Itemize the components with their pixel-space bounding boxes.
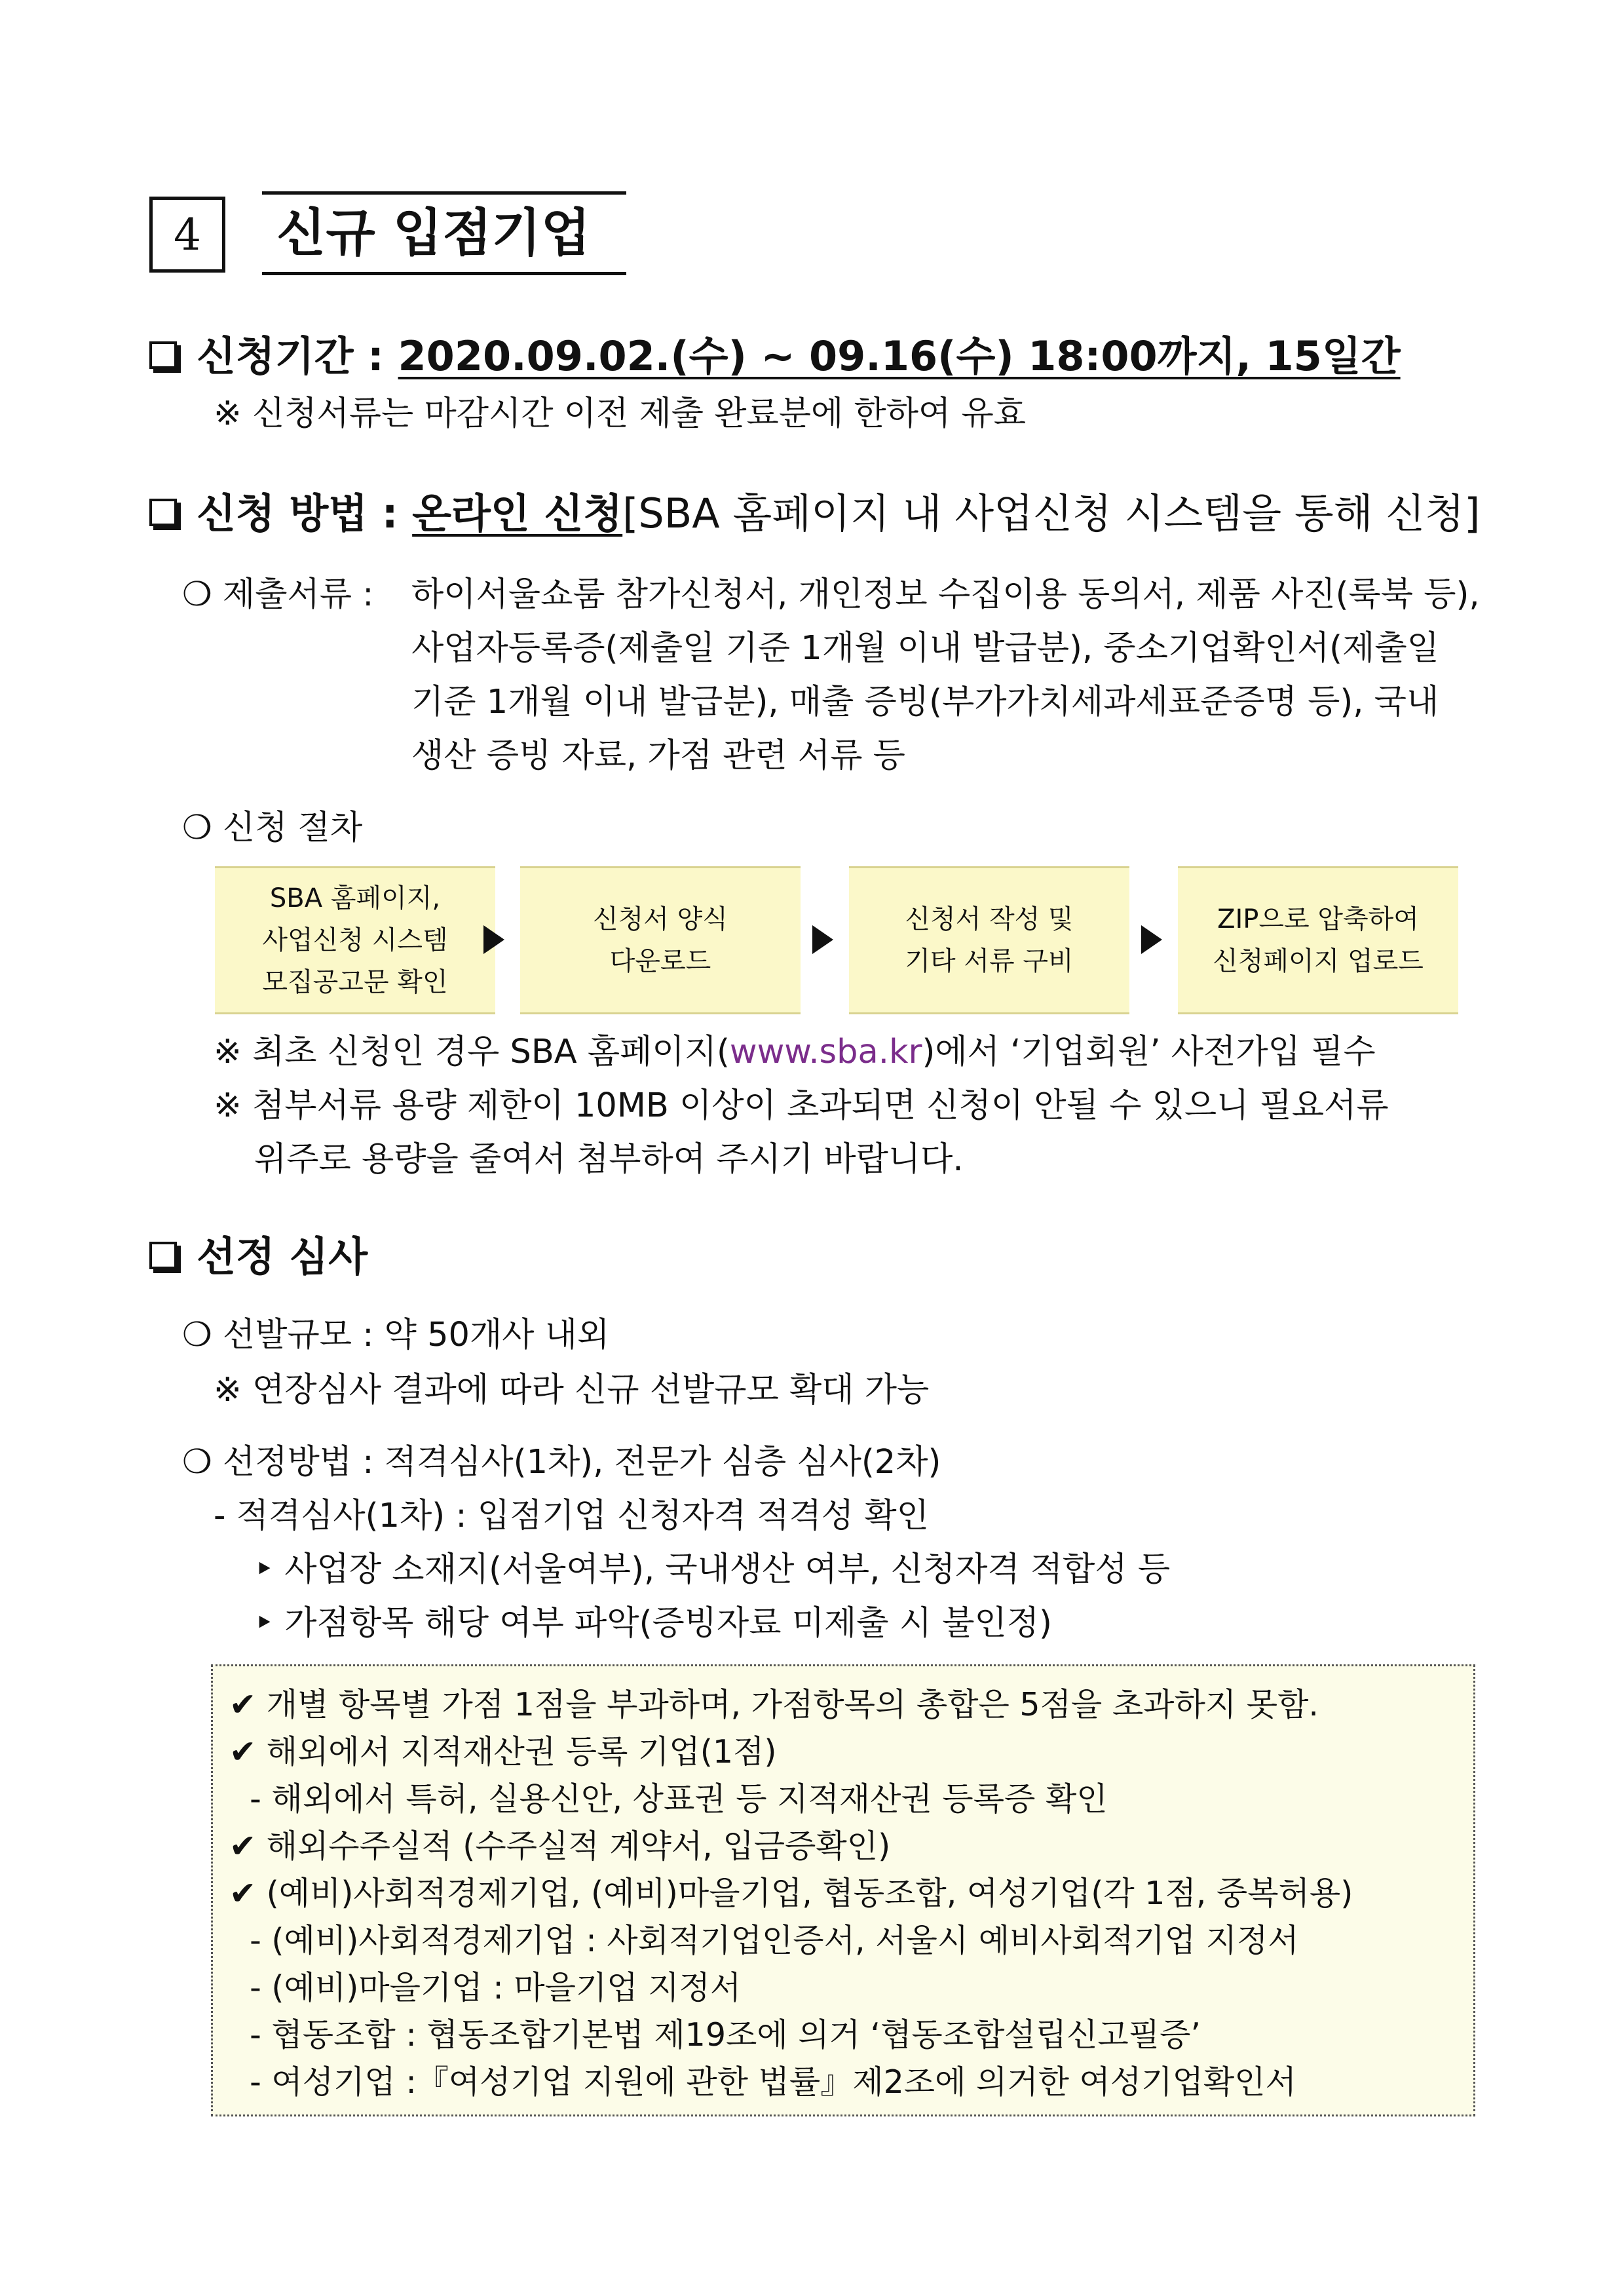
bonus-line: ✔ 해외에서 지적재산권 등록 기업(1점) [229,1733,777,1770]
arrow-right-icon [812,925,833,954]
method-heading [149,489,1480,539]
flow-step-3-line: 기타 서류 구비 [905,946,1074,976]
flow-step-1-line: SBA 홈페이지, [269,883,441,913]
filesize-note-line-1: ※ 첨부서류 용량 제한이 10MB 이상이 초과되면 신청이 안될 수 있으니 필요서류 [214,1086,1389,1125]
flow-step-3-line: 신청서 작성 및 [905,904,1074,934]
flow-step-4-line: ZIP으로 압축하여 [1217,904,1419,934]
flow-step-1 [215,866,495,1014]
section-number: 4 [149,197,225,273]
selection-method: ❍ 선정방법 : 적격심사(1차), 전문가 심층 심사(2차) [182,1443,941,1482]
bonus-line: ✔ 개별 항목별 가점 1점을 부과하며, 가점항목의 총합은 5점을 초과하지 못함. [229,1686,1319,1723]
flow-step-2-line: 신청서 양식 [593,904,728,934]
selection-label: 선정 심사 [197,1233,368,1280]
bonus-line: - (예비)사회적경제기업 : 사회적기업인증서, 서울시 예비사회적기업 지정서 [229,1922,1299,1959]
section-title: 신규 입점기업 [262,191,626,275]
flow-step-2-line: 다운로드 [609,946,711,976]
method-detail: [SBA 홈페이지 내 사업신청 시스템을 통해 신청] [622,489,1481,537]
flow-step-4 [1178,866,1458,1014]
flow-step-2 [520,866,801,1014]
period-note: ※ 신청서류는 마감시간 이전 제출 완료분에 한하여 유효 [214,394,1027,433]
signup-note-text-end: )에서 ‘기업회원’ 사전가입 필수 [922,1033,1376,1071]
selection-bullet-1: ‣ 사업장 소재지(서울여부), 국내생산 여부, 신청자격 적합성 등 [254,1550,1171,1589]
bonus-line: ✔ 해외수주실적 (수주실적 계약서, 입금증확인) [229,1827,891,1865]
sba-link[interactable]: www.sba.kr [729,1033,922,1071]
checkbox-square-icon [149,1242,177,1269]
flow-step-4-line: 신청페이지 업로드 [1213,946,1424,976]
period-value: 2020.09.02.(수) ~ 09.16(수) 18:00까지, 15일간 [398,332,1401,380]
bonus-line: - (예비)마을기업 : 마을기업 지정서 [229,1969,742,2006]
procedure-label: ❍ 신청 절차 [182,809,363,847]
docs-line-1: 하이서울쇼룸 참가신청서, 개인정보 수집이용 동의서, 제품 사진(룩북 등), [411,575,1480,614]
docs-line-2: 사업자등록증(제출일 기준 1개월 이내 발급분), 중소기업확인서(제출일 [411,629,1439,668]
period-heading [149,332,1401,381]
checkbox-square-icon [149,341,177,369]
signup-note [214,1031,1376,1073]
flow-step-1-line: 모집공고문 확인 [262,967,448,997]
docs-label: ❍ 제출서류 : [182,575,374,614]
selection-scale: ❍ 선발규모 : 약 50개사 내외 [182,1316,610,1354]
bonus-line: - 협동조합 : 협동조합기본법 제19조에 의거 ‘협동조합설립신고필증’ [229,2016,1201,2054]
selection-bullet-2: ‣ 가점항목 해당 여부 파악(증빙자료 미제출 시 불인정) [254,1604,1052,1643]
filesize-note-line-2: 위주로 용량을 줄여서 첨부하여 주시기 바랍니다. [254,1140,964,1179]
docs-line-4: 생산 증빙 자료, 가점 관련 서류 등 [411,737,905,775]
method-label: 신청 방법 : [197,489,398,537]
period-label: 신청기간 : [197,332,384,380]
selection-sub: - 적격심사(1차) : 입점기업 신청자격 적격성 확인 [214,1497,929,1535]
flow-step-3 [849,866,1129,1014]
signup-note-text: ※ 최초 신청인 경우 SBA 홈페이지( [214,1033,730,1071]
arrow-right-icon [483,925,504,954]
checkbox-square-icon [149,499,177,526]
selection-scale-note: ※ 연장심사 결과에 따라 신규 선발규모 확대 가능 [214,1371,930,1409]
arrow-right-icon [1141,925,1162,954]
bonus-line: ✔ (예비)사회적경제기업, (예비)마을기업, 협동조합, 여성기업(각 1점, 중복허용) [229,1875,1353,1912]
bonus-line: - 해외에서 특허, 실용신안, 상표권 등 지적재산권 등록증 확인 [229,1780,1108,1818]
method-value: 온라인 신청 [412,489,623,537]
docs-line-3: 기준 1개월 이내 발급분), 매출 증빙(부가가치세과세표준증명 등), 국내 [411,683,1439,721]
flow-step-1-line: 사업신청 시스템 [262,925,448,955]
selection-heading [149,1232,368,1282]
bonus-line: - 여성기업 :『여성기업 지원에 관한 법률』제2조에 의거한 여성기업확인서 [229,2063,1296,2101]
